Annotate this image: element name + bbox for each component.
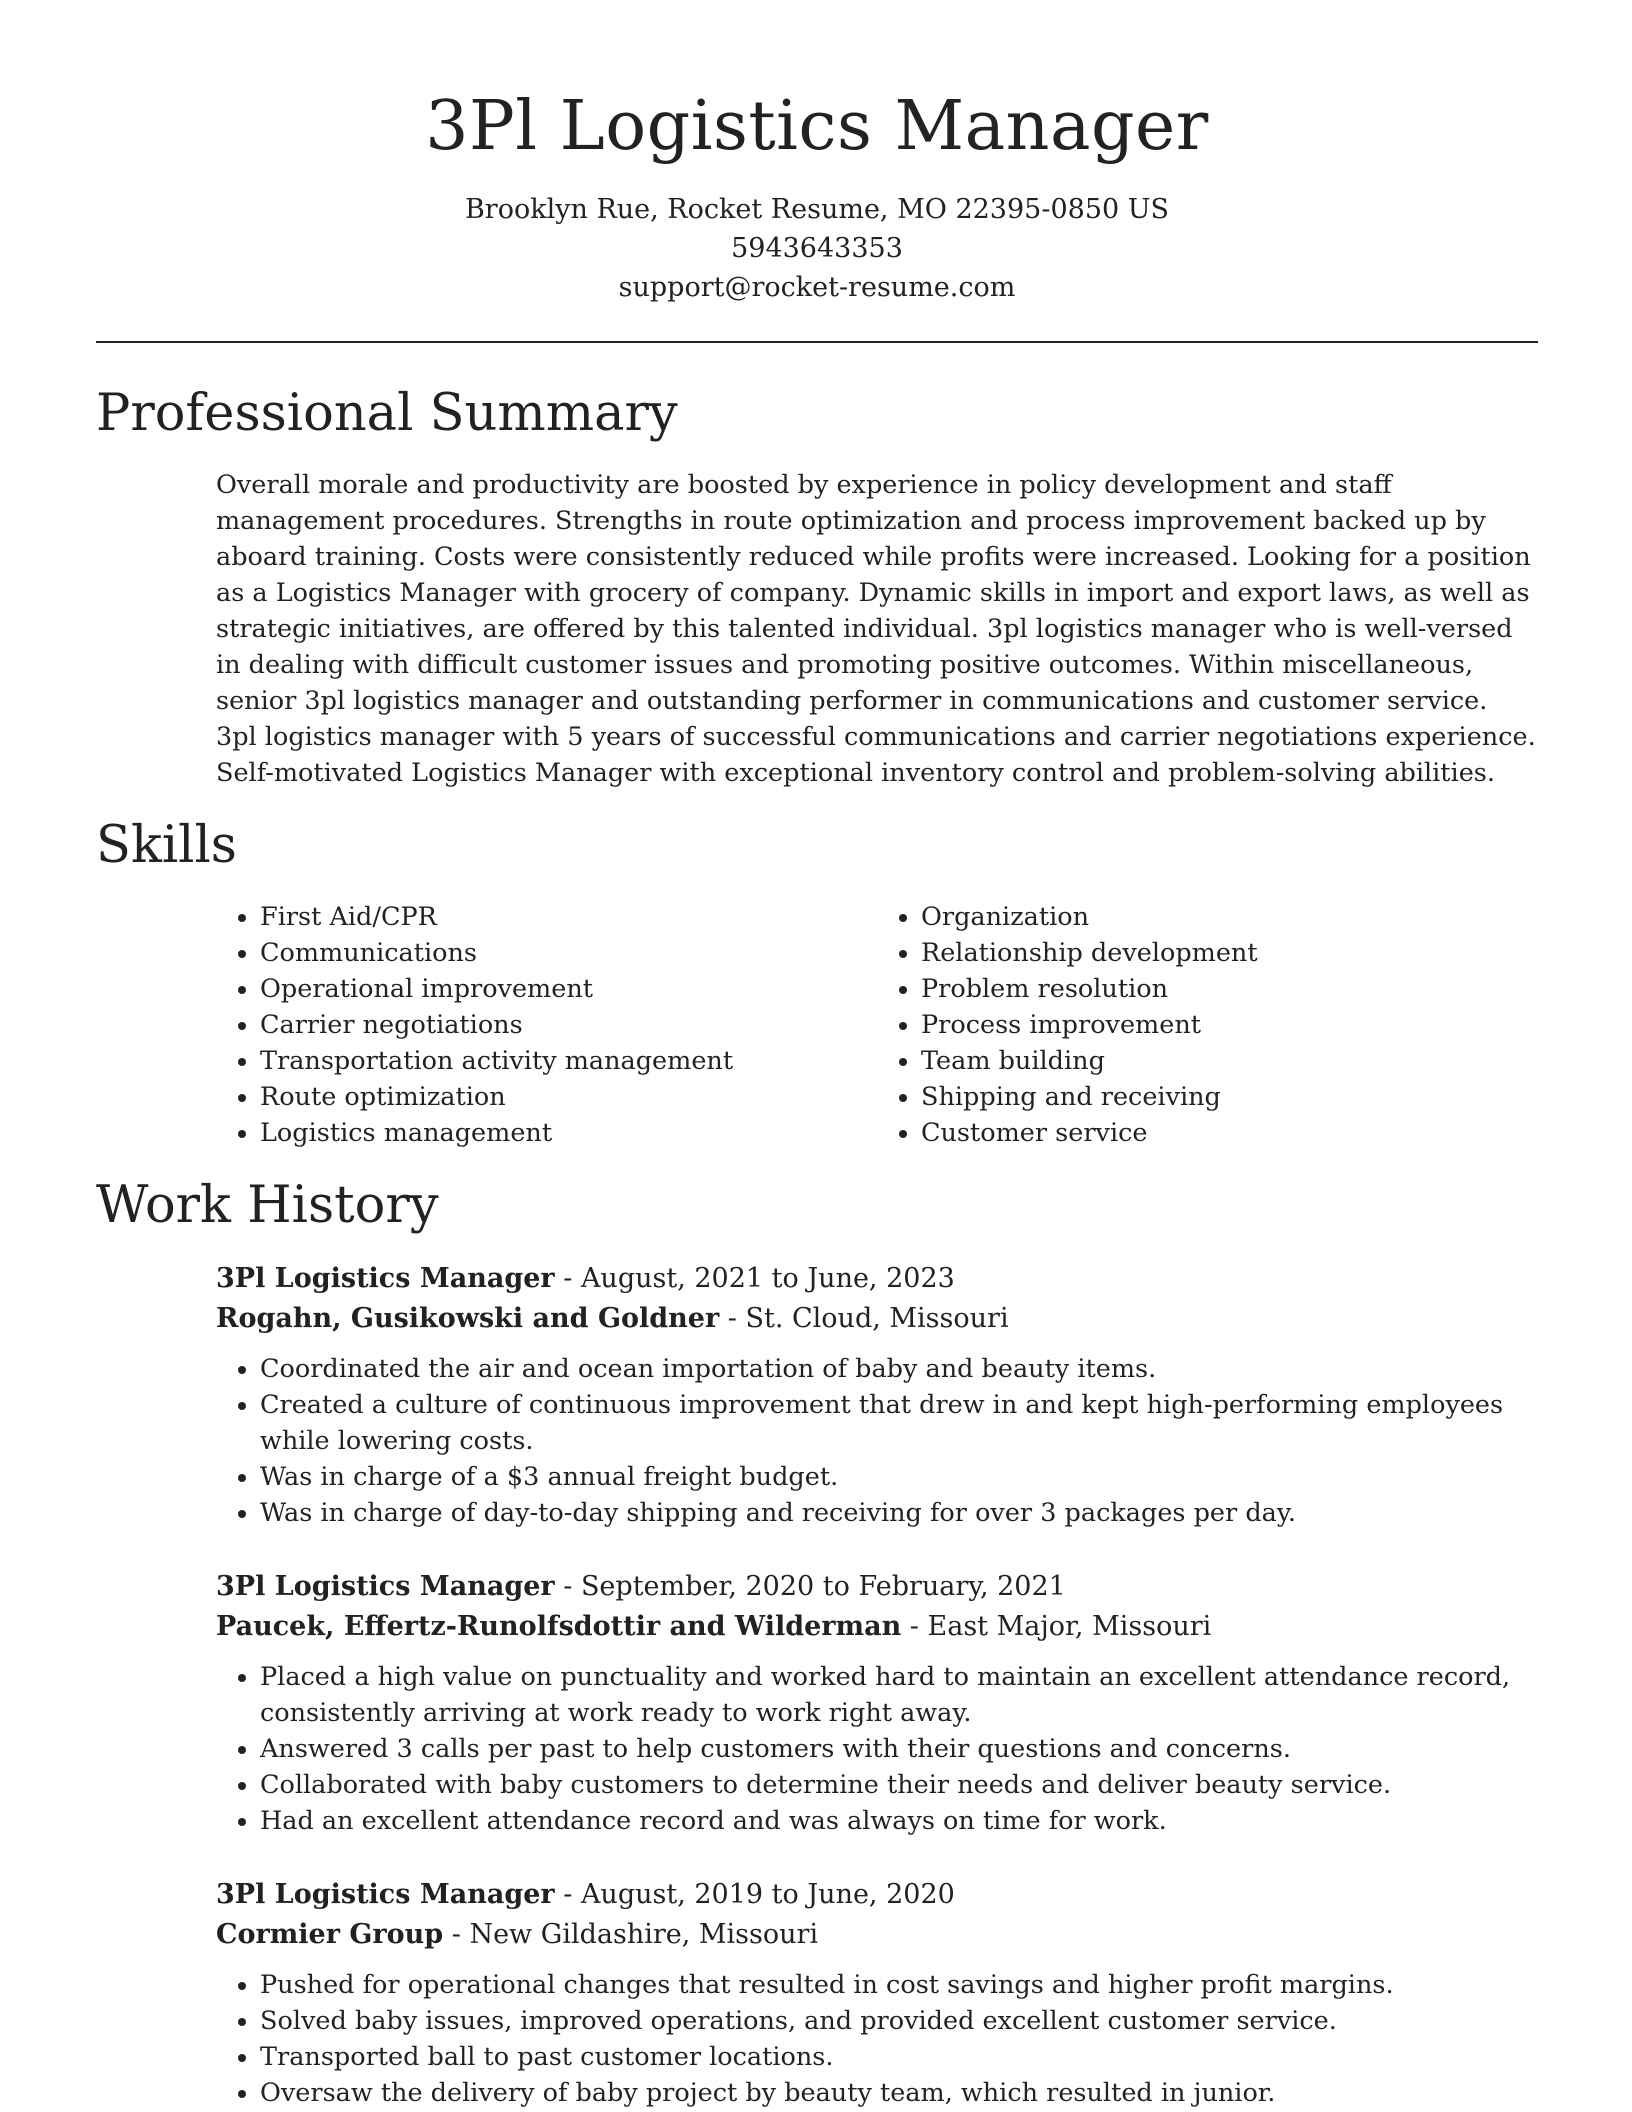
job-dates: August, 2019 to June, 2020: [580, 1879, 955, 1910]
duty-item: • Placed a high value on punctuality and worked hard to maintain an excellent attendance record, consistently arriving at work ready to work right away.: [260, 1659, 1536, 1731]
job-duties: [216, 1967, 1536, 2111]
skill-item: • Relationship development: [921, 935, 1538, 971]
duty-item: • Collaborated with baby customers to determine their needs and deliver beauty service.: [260, 1767, 1536, 1803]
duty-item: • Was in charge of day-to-day shipping and receiving for over 3 packages per day.: [260, 1495, 1536, 1531]
job-entry: [216, 1875, 1536, 2111]
resume-header: [96, 0, 1538, 307]
job-location: East Major, Missouri: [927, 1611, 1212, 1642]
skills-column-left: [216, 899, 877, 1151]
company-name: Cormier Group: [216, 1919, 444, 1950]
duty-item: • Coordinated the air and ocean importation of baby and beauty items.: [260, 1351, 1536, 1387]
skills-heading: Skills: [96, 816, 237, 875]
duty-item: • Had an excellent attendance record and was always on time for work.: [260, 1803, 1536, 1839]
job-dates: September, 2020 to February, 2021: [580, 1571, 1066, 1602]
company-name: Rogahn, Gusikowski and Goldner: [216, 1303, 720, 1334]
skill-item: • Route optimization: [260, 1079, 877, 1115]
separator: -: [443, 1919, 470, 1950]
skills-list: [216, 899, 1538, 1151]
contact-info: [96, 190, 1538, 307]
summary-heading: Professional Summary: [96, 384, 678, 443]
skill-item: • Transportation activity management: [260, 1043, 877, 1079]
separator: -: [901, 1611, 928, 1642]
job-entry: [216, 1259, 1536, 1531]
skill-item: • Process improvement: [921, 1007, 1538, 1043]
company-line: [216, 1607, 1536, 1647]
separator: -: [554, 1571, 581, 1602]
job-title: 3Pl Logistics Manager: [216, 1263, 555, 1294]
skill-item: • Team building: [921, 1043, 1538, 1079]
email-address: support@rocket-resume.com: [618, 272, 1016, 303]
duty-item: • Oversaw the delivery of baby project by beauty team, which resulted in junior.: [260, 2075, 1536, 2111]
separator: -: [554, 1879, 581, 1910]
separator: -: [719, 1303, 746, 1334]
candidate-name: 3Pl Logistics Manager: [425, 87, 1209, 166]
skill-item: • Shipping and receiving: [921, 1079, 1538, 1115]
skill-item: • Customer service: [921, 1115, 1538, 1151]
job-title-line: [216, 1875, 1536, 1915]
job-location: St. Cloud, Missouri: [745, 1303, 1009, 1334]
work-history-heading: Work History: [96, 1176, 439, 1235]
phone-number: 5943643353: [731, 233, 903, 264]
job-entry: [216, 1567, 1536, 1839]
job-title: 3Pl Logistics Manager: [216, 1571, 555, 1602]
job-title: 3Pl Logistics Manager: [216, 1879, 555, 1910]
skill-item: • Carrier negotiations: [260, 1007, 877, 1043]
company-line: [216, 1915, 1536, 1955]
duty-item: • Pushed for operational changes that resulted in cost savings and higher profit margins.: [260, 1967, 1536, 2003]
skills-column-right: [877, 899, 1538, 1151]
skill-item: • Communications: [260, 935, 877, 971]
duty-item: • Was in charge of a $3 annual freight budget.: [260, 1459, 1536, 1495]
job-dates: August, 2021 to June, 2023: [580, 1263, 955, 1294]
job-title-line: [216, 1567, 1536, 1607]
skill-item: • Logistics management: [260, 1115, 877, 1151]
skill-item: • Problem resolution: [921, 971, 1538, 1007]
duty-item: • Transported ball to past customer locations.: [260, 2039, 1536, 2075]
skill-item: • First Aid/CPR: [260, 899, 877, 935]
address: Brooklyn Rue, Rocket Resume, MO 22395-0850 US: [464, 194, 1170, 225]
separator: -: [554, 1263, 581, 1294]
header-divider: [96, 341, 1538, 343]
duty-item: • Answered 3 calls per past to help customers with their questions and concerns.: [260, 1731, 1536, 1767]
summary-text: Overall morale and productivity are boosted by experience in policy development and staff management procedures. Strengths in route optimization and process improvement backed up by aboard training. Costs were consistently reduced while profits were increased. Looking for a position as a Logistics Manager with grocery of company. Dynamic skills in import and export laws, as well as strategic initiatives, are offered by this talented individual. 3pl logistics manager who is well-versed in dealing with difficult customer issues and promoting positive outcomes. Within miscellaneous, senior 3pl logistics manager and outstanding performer in communications and customer service. 3pl logistics manager with 5 years of successful communications and carrier negotiations experience. Self-motivated Logistics Manager with exceptional inventory control and problem-solving abilities.: [216, 470, 1536, 788]
duty-item: • Created a culture of continuous improvement that drew in and kept high-performing employees while lowering costs.: [260, 1387, 1536, 1459]
skill-item: • Organization: [921, 899, 1538, 935]
company-line: [216, 1299, 1536, 1339]
job-location: New Gildashire, Missouri: [469, 1919, 819, 1950]
job-title-line: [216, 1259, 1536, 1299]
job-duties: [216, 1351, 1536, 1531]
skill-item: • Operational improvement: [260, 971, 877, 1007]
company-name: Paucek, Effertz-Runolfsdottir and Wilderman: [216, 1611, 902, 1642]
job-duties: [216, 1659, 1536, 1839]
resume-page: [96, 0, 1538, 2111]
duty-item: • Solved baby issues, improved operations, and provided excellent customer service.: [260, 2003, 1536, 2039]
